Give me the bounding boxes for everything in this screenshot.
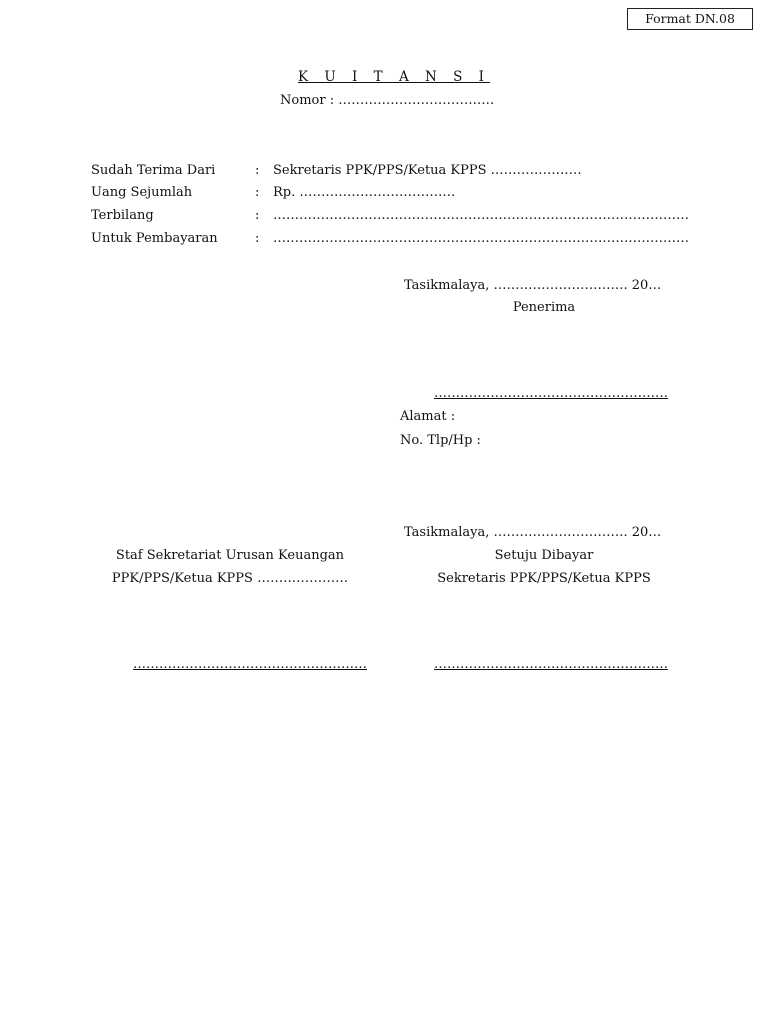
right-signatory-title: Setuju Dibayar: [494, 548, 594, 563]
field-label-untuk-pembayaran: Untuk Pembayaran: [91, 231, 218, 246]
field-value-terbilang: ……………………………………………………………………………………: [273, 208, 689, 223]
field-colon: :: [255, 231, 260, 246]
left-signatory-title: Staf Sekretariat Urusan Keuangan: [115, 548, 345, 563]
document-title: K U I T A N S I: [298, 69, 490, 85]
field-colon: :: [255, 163, 260, 178]
receiver-role: Penerima: [512, 300, 576, 315]
receiver-place-date: Tasikmalaya, …………………………. 20…: [404, 278, 662, 293]
field-label-sudah-terima-dari: Sudah Terima Dari: [91, 163, 216, 178]
right-signature-line: ………………………………………………: [434, 657, 668, 672]
left-signature-line: ………………………………………………: [133, 657, 367, 672]
approval-place-date: Tasikmalaya, …………………………. 20…: [404, 525, 662, 540]
receipt-number: Nomor : ………………………………: [280, 93, 495, 108]
receiver-phone-label: No. Tlp/Hp :: [400, 433, 481, 448]
field-value-sudah-terima-dari: Sekretaris PPK/PPS/Ketua KPPS …………………: [273, 163, 582, 178]
receiver-signature-line: ………………………………………………: [434, 386, 668, 401]
field-value-untuk-pembayaran: ……………………………………………………………………………………: [273, 231, 689, 246]
format-label: Format DN.08: [627, 8, 753, 30]
left-signatory-subtitle: PPK/PPS/Ketua KPPS …………………: [111, 571, 349, 586]
field-label-uang-sejumlah: Uang Sejumlah: [91, 185, 193, 200]
field-label-terbilang: Terbilang: [91, 208, 154, 223]
field-colon: :: [255, 185, 260, 200]
receiver-address-label: Alamat :: [400, 409, 456, 424]
field-colon: :: [255, 208, 260, 223]
field-value-uang-sejumlah: Rp. ………………………………: [273, 185, 456, 200]
right-signatory-subtitle: Sekretaris PPK/PPS/Ketua KPPS: [437, 571, 651, 586]
